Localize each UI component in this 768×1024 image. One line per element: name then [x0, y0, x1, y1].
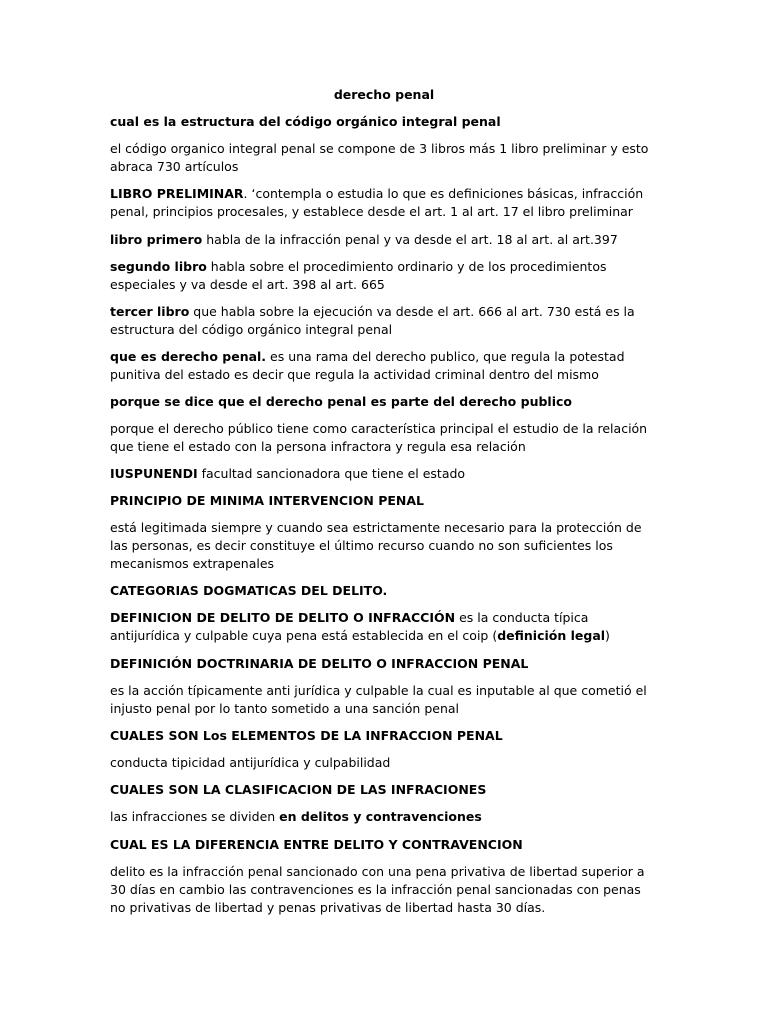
paragraph: DEFINICIÓN DOCTRINARIA DE DELITO O INFRACCION PENAL	[110, 656, 529, 671]
paragraph: segundo libro habla sobre el procedimiento ordinario y de los procedimientos especiales y va desde el art. 398 al art. 665	[110, 259, 607, 292]
paragraph: CUALES SON LA CLASIFICACION DE LAS INFRACIONES	[110, 782, 487, 797]
paragraph: CUALES SON Los ELEMENTOS DE LA INFRACCION PENAL	[110, 728, 503, 743]
paragraph: tercer libro que habla sobre la ejecución va desde el art. 666 al art. 730 está es la estructura del código orgánico integral penal	[110, 304, 635, 337]
paragraph: las infracciones se dividen en delitos y contravenciones	[110, 809, 482, 824]
paragraph: CATEGORIAS DOGMATICAS DEL DELITO.	[110, 583, 388, 598]
paragraph: delito es la infracción penal sancionado con una pena privativa de libertad superior a 30 días en cambio las contravenciones es la infracción penal sancionadas con penas no privativas de libertad y penas privativas de libertad hasta 30 días.	[110, 864, 645, 915]
paragraph: el código organico integral penal se compone de 3 libros más 1 libro preliminar y esto abraca 730 artículos	[110, 141, 649, 174]
paragraph: porque el derecho público tiene como característica principal el estudio de la relación que tiene el estado con la persona infractora y regula esa relación	[110, 421, 648, 454]
paragraph: IUSPUNENDI facultad sancionadora que tiene el estado	[110, 466, 466, 481]
paragraph: CUAL ES LA DIFERENCIA ENTRE DELITO Y CONTRAVENCION	[110, 837, 523, 852]
paragraph: porque se dice que el derecho penal es parte del derecho publico	[110, 394, 572, 409]
paragraph: cual es la estructura del código orgánico integral penal	[110, 114, 501, 129]
paragraph: conducta tipicidad antijurídica y culpabilidad	[110, 755, 391, 770]
document-title: derecho penal	[333, 87, 435, 102]
paragraph: PRINCIPIO DE MINIMA INTERVENCION PENAL	[110, 493, 424, 508]
paragraph: está legitimada siempre y cuando sea estrictamente necesario para la protección de las personas, es decir constituye el último recurso cuando no son suficientes los mecanismos extrapenales	[110, 520, 642, 571]
paragraph: es la acción típicamente anti jurídica y culpable la cual es inputable al que cometió el injusto penal por lo tanto sometido a una sanción penal	[110, 683, 647, 716]
paragraph: LIBRO PRELIMINAR. ‘contempla o estudia lo que es definiciones básicas, infracción penal, principios procesales, y establece desde el art. 1 al art. 17 el libro preliminar	[110, 186, 644, 219]
paragraph: que es derecho penal. es una rama del derecho publico, que regula la potestad punitiva del estado es decir que regula la actividad criminal dentro del mismo	[110, 349, 625, 382]
paragraph: libro primero habla de la infracción penal y va desde el art. 18 al art. al art.397	[110, 232, 618, 247]
paragraph: DEFINICION DE DELITO DE DELITO O INFRACCIÓN es la conducta típica antijurídica y culpable cuya pena está establecida en el coip (definición legal)	[110, 610, 610, 643]
